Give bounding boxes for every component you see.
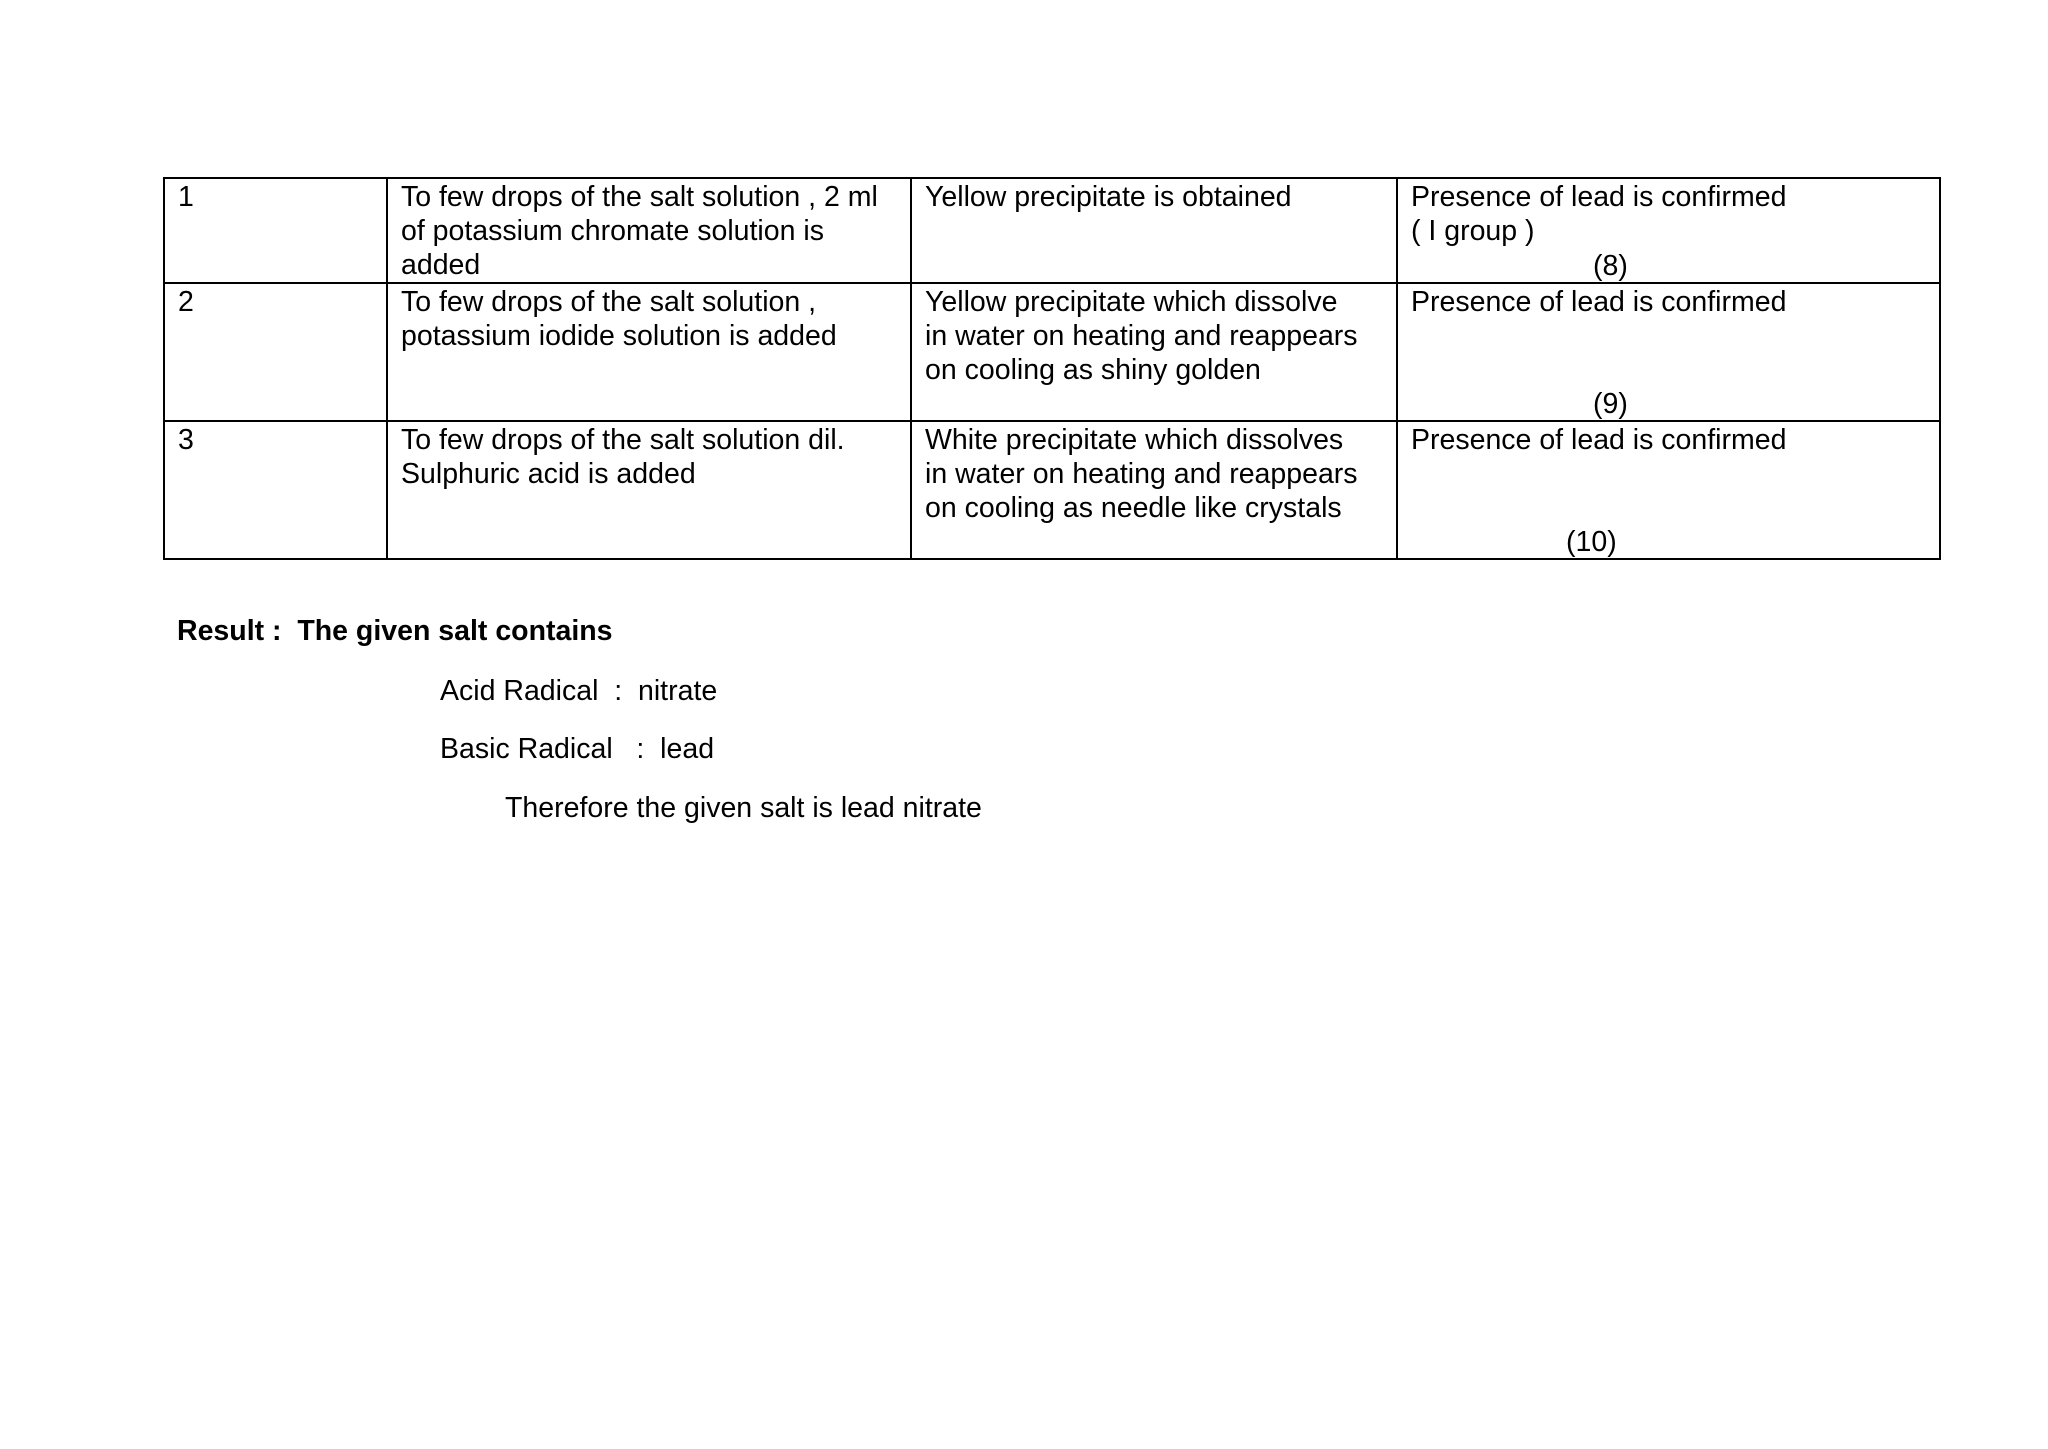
- observation-text: Yellow precipitate which dissolve in water on heating and reappears on cooling as shiny golden: [925, 286, 1358, 386]
- observation-text: Yellow precipitate is obtained: [925, 181, 1292, 213]
- inference-mark: (10): [1566, 526, 1617, 558]
- serial-number: 1: [178, 181, 194, 213]
- inference-mark: (9): [1593, 388, 1628, 420]
- basic-radical-line: Basic Radical : lead: [440, 733, 715, 765]
- inference-text: Presence of lead is confirmed: [1411, 424, 1787, 456]
- experiment-text: To few drops of the salt solution dil. Sulphuric acid is added: [401, 424, 845, 490]
- experiment-text: To few drops of the salt solution , potassium iodide solution is added: [401, 286, 837, 352]
- experiment-cell: [387, 283, 911, 421]
- observation-text: White precipitate which dissolves in water on heating and reappears on cooling as needle like crystals: [925, 424, 1358, 524]
- table-row: [164, 421, 1940, 559]
- serial-number: 2: [178, 286, 194, 318]
- serial-number: 3: [178, 424, 194, 456]
- inference-mark: (8): [1593, 250, 1628, 282]
- experiment-cell: [387, 178, 911, 283]
- inference-cell: [1397, 421, 1940, 559]
- experiment-cell: [387, 421, 911, 559]
- result-heading: Result : The given salt contains: [177, 615, 613, 647]
- observation-cell: [911, 178, 1397, 283]
- inference-text: Presence of lead is confirmed: [1411, 286, 1787, 318]
- inference-cell: [1397, 178, 1940, 283]
- experiment-text: To few drops of the salt solution , 2 ml of potassium chromate solution is added: [401, 181, 878, 281]
- inference-cell: [1397, 283, 1940, 421]
- serial-number-cell: [164, 283, 387, 421]
- inference-text: Presence of lead is confirmed ( I group ): [1411, 181, 1787, 247]
- acid-radical-line: Acid Radical : nitrate: [440, 675, 718, 707]
- serial-number-cell: [164, 421, 387, 559]
- observation-table: [163, 177, 1941, 560]
- table-row: [164, 283, 1940, 421]
- table-row: [164, 178, 1940, 283]
- serial-number-cell: [164, 178, 387, 283]
- observation-cell: [911, 421, 1397, 559]
- conclusion-line: Therefore the given salt is lead nitrate: [505, 792, 982, 824]
- observation-cell: [911, 283, 1397, 421]
